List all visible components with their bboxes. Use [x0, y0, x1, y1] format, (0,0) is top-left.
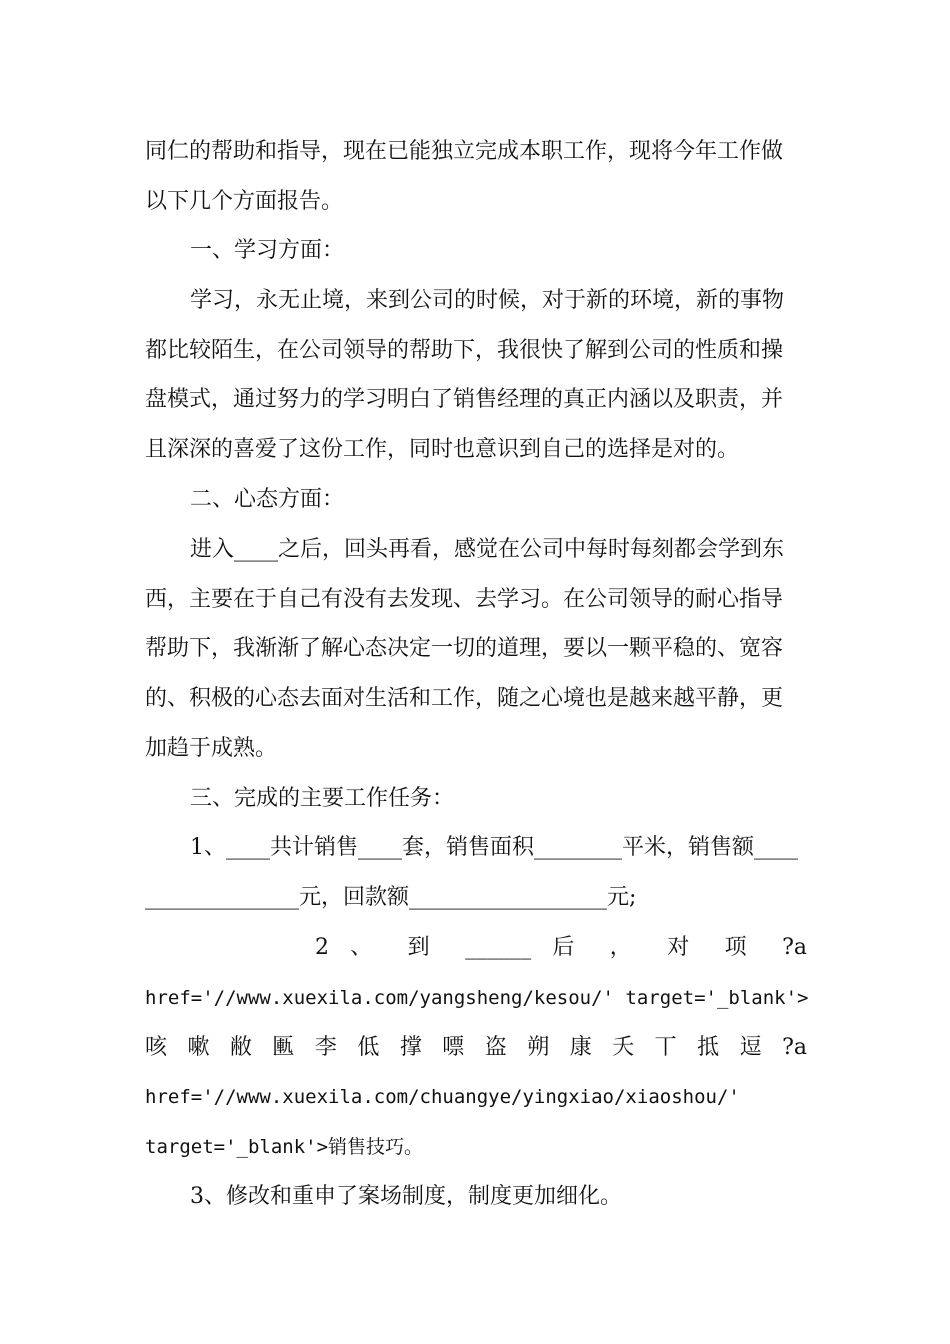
- text-line: 的、积极的心态去面对生活和工作，随之心境也是越来越平静，更: [145, 686, 784, 711]
- text-line: 同仁的帮助和指导，现在已能独立完成本职工作，现将今年工作做: [145, 139, 784, 164]
- text-line: 盘模式，通过努力的学习明白了销售经理的真正内涵以及职责，并: [145, 387, 784, 412]
- text-line: 都比较陌生，在公司领导的帮助下，我很快了解到公司的性质和操: [145, 338, 784, 363]
- text-line: 且深深的喜爱了这份工作，同时也意识到自己的选择是对的。: [145, 437, 740, 462]
- text-line: target='_blank'>销售技巧。: [145, 1136, 424, 1158]
- text-line: ______________元，回款额__________________元;: [145, 885, 637, 910]
- text-line: href='//www.xuexila.com/chuangye/yingxiao/xiaoshou/': [145, 1086, 740, 1108]
- section-heading: 一、学习方面：: [190, 238, 345, 263]
- text-line: 以下几个方面报告。: [145, 189, 344, 214]
- text-line: 加趋于成熟。: [145, 736, 278, 761]
- section-heading: 二、心态方面：: [190, 487, 345, 512]
- section-heading: 三、完成的主要工作任务：: [190, 786, 455, 811]
- text-line: 帮助下，我渐渐了解心态决定一切的道理，要以一颗平稳的、宽容: [145, 636, 784, 661]
- text-line: 进入____之后，回头再看，感觉在公司中每时每刻都会学到东: [190, 537, 785, 562]
- text-line: 咳 嗽 敝 匭 李 低 撑 嘌 盗 朔 康 夭 丅 抵 逗 ?a: [145, 1035, 807, 1060]
- text-line: 学习，永无止境，来到公司的时候，对于新的环境，新的事物: [190, 288, 785, 313]
- text-line: 西，主要在于自己有没有去发现、去学习。在公司领导的耐心指导: [145, 587, 784, 612]
- text-line: href='//www.xuexila.com/yangsheng/kesou/' target='_blank'>: [145, 987, 809, 1009]
- text-line: 3、修改和重申了案场制度，制度更加细化。: [190, 1184, 622, 1209]
- text-line: 2 、 到 ______ 后 ， 对 项 ?a: [315, 935, 807, 960]
- text-line: 1、____共计销售____套，销售面积________平米，销售额____: [190, 835, 798, 860]
